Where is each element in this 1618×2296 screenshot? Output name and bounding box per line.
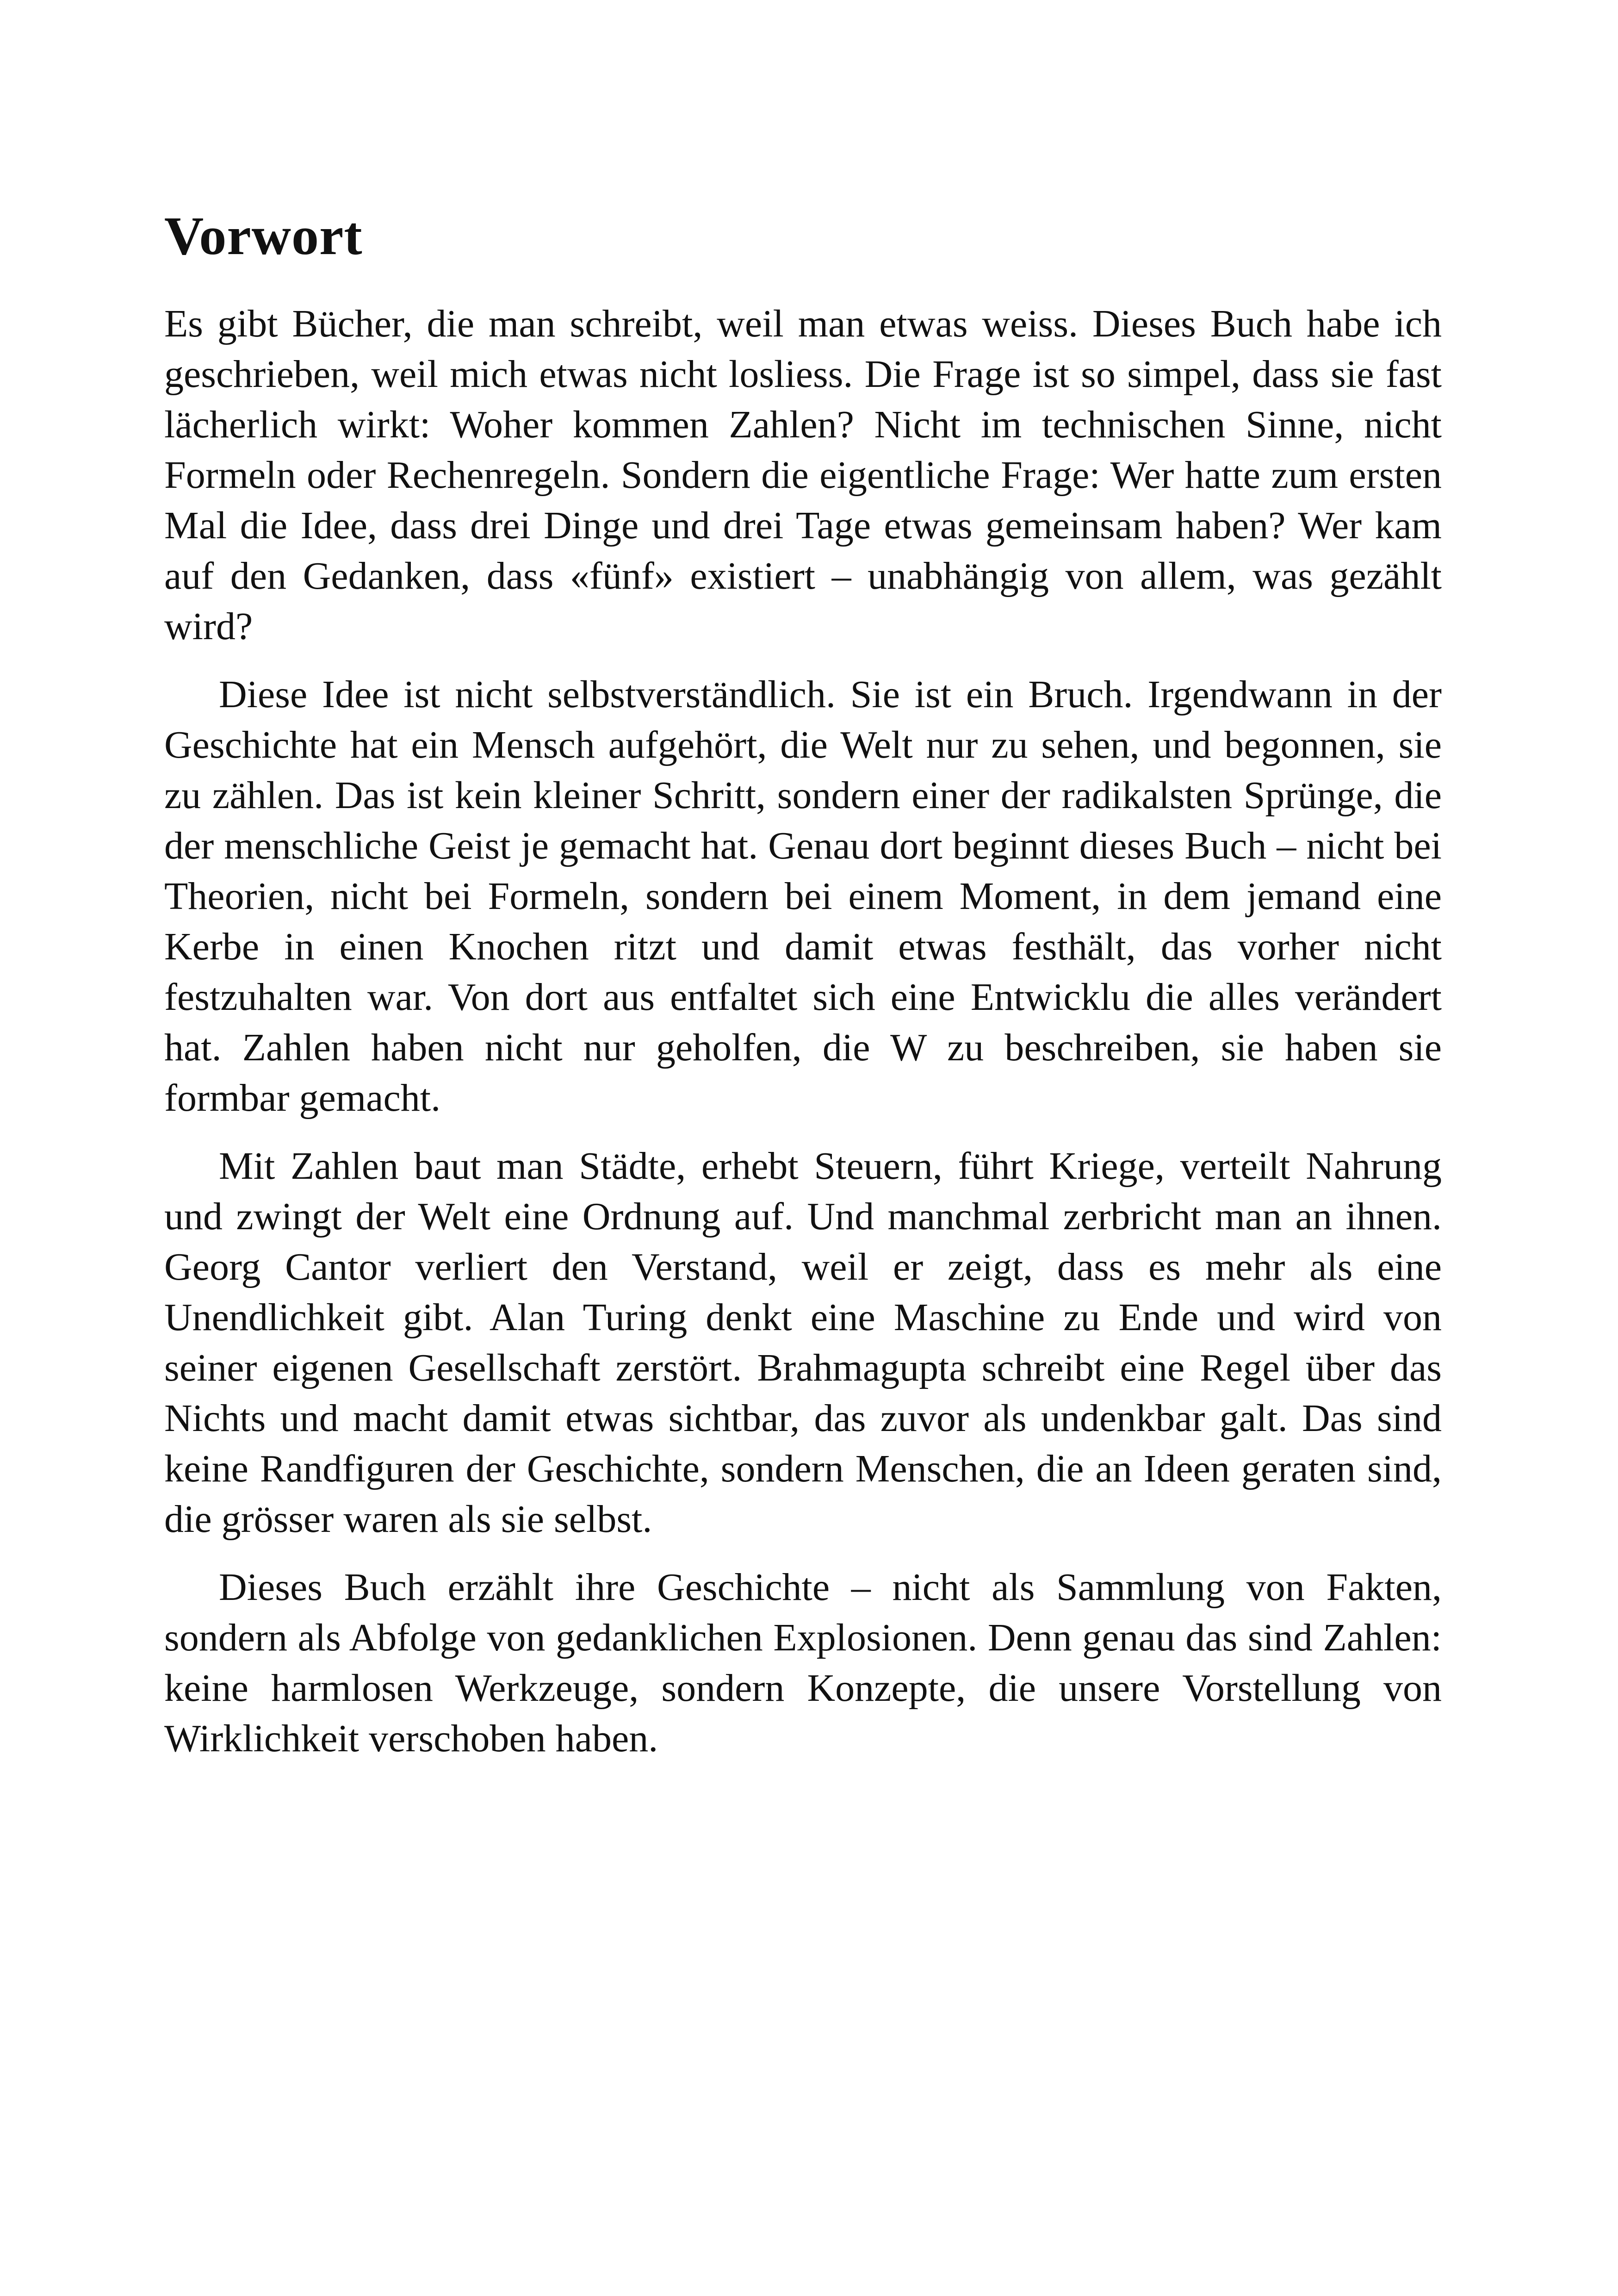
- chapter-title: Vorwort: [164, 205, 363, 266]
- preface-page: [164, 206, 1442, 1781]
- paragraph-2: Diese Idee ist nicht selbstverständlich. Sie ist ein Bruch. Irgendwann in der Geschichte hat ein Mensch aufgehört, die Welt nur zu sehen, und begonnen, sie zu zählen. Das ist kein kleiner Schritt, sondern einer der radikalsten Sprünge, die der menschliche Geist je gemacht hat. Genau dort beginnt dieses Buch – nicht bei Theorien, nicht bei Formeln, sondern bei einem Moment, in dem jemand eine Kerbe in einen Knochen ritzt und damit etwas festhält, das vorher nicht festzuhalten war. Von dort aus entfaltet sich eine Entwicklu die alles verändert hat. Zahlen haben nicht nur geholfen, die W zu beschreiben, sie haben sie formbar gemacht.: [164, 673, 1442, 1120]
- paragraph-3: Mit Zahlen baut man Städte, erhebt Steuern, führt Kriege, verteilt Nahrung und zwingt der Welt eine Ordnung auf. Und manchmal zerbricht man an ihnen. Georg Cantor verliert den Verstand, weil er zeigt, dass es mehr als eine Unendlichkeit gibt. Alan Turing denkt eine Maschine zu Ende und wird von seiner eigenen Gesellschaft zerstört. Brahmagupta schreibt eine Regel über das Nichts und macht damit etwas sichtbar, das zuvor als undenkbar galt. Das sind keine Randfiguren der Geschichte, sondern Menschen, die an Ideen geraten sind, die grösser waren als sie selbst.: [164, 1145, 1442, 1541]
- paragraph-4: Dieses Buch erzählt ihre Geschichte – nicht als Sammlung von Fakten, sondern als Abfolge von gedanklichen Explosionen. Denn genau das sind Zahlen: keine harmlosen Werkzeuge, sondern Konzepte, die unsere Vorstellung von Wirklichkeit verschoben haben.: [164, 1566, 1442, 1760]
- paragraph-1: Es gibt Bücher, die man schreibt, weil man etwas weiss. Dieses Buch habe ich geschrieben, weil mich etwas nicht losliess. Die Frage ist so simpel, dass sie fast lächerlich wirkt: Woher kommen Zahlen? Nicht im technischen Sinne, nicht Formeln oder Rechenregeln. Sondern die eigentliche Frage: Wer hatte zum ersten Mal die Idee, dass drei Dinge und drei Tage etwas gemeinsam haben? Wer kam auf den Gedanken, dass «fünf» existiert – unabhängig von allem, was gezählt wird?: [164, 302, 1442, 648]
